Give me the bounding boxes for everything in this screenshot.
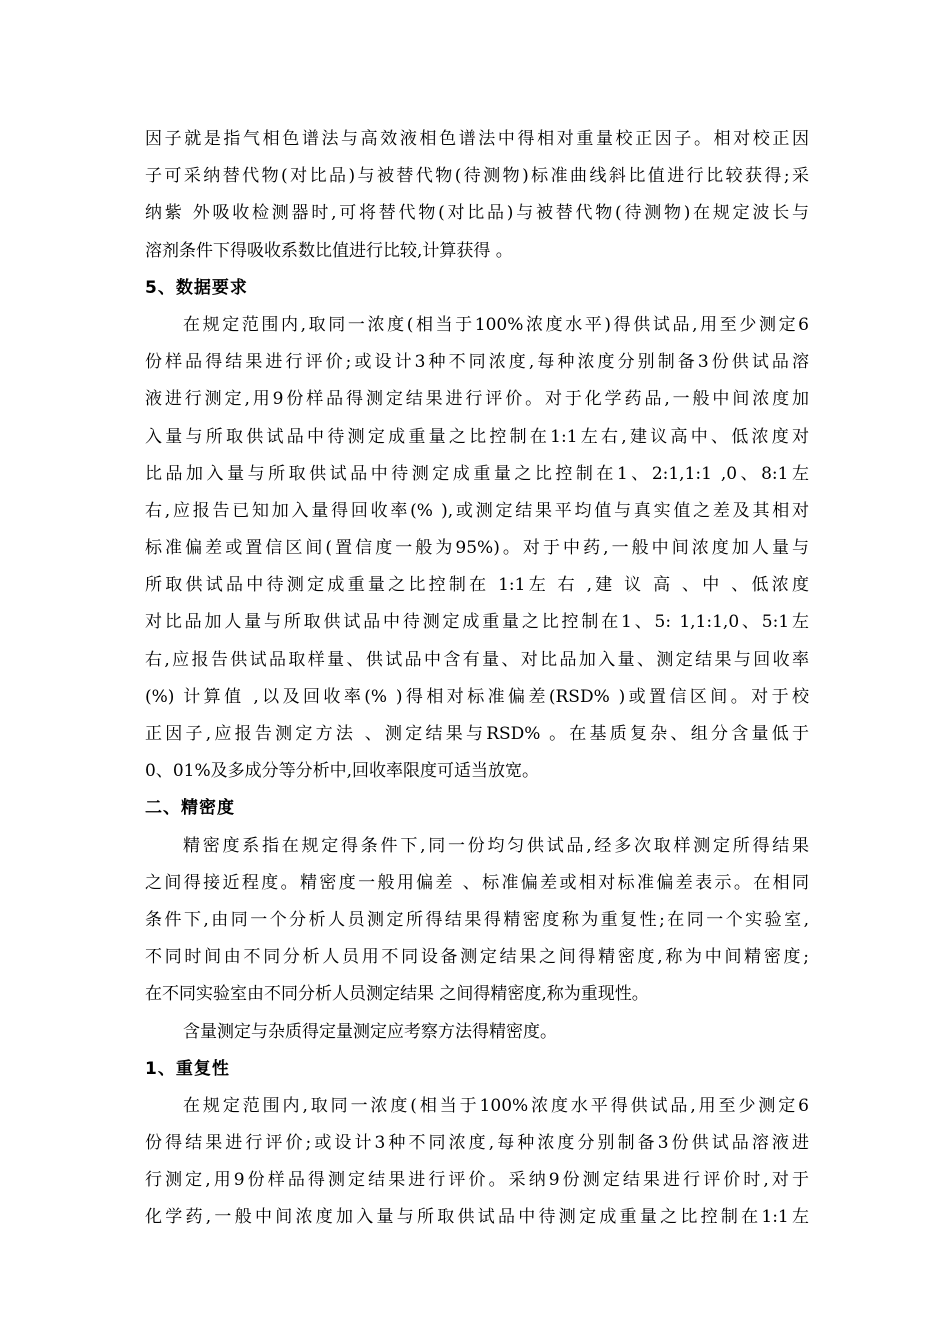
section-heading-data-requirements xyxy=(145,270,809,307)
text-line: 化学药,一般中间浓度加入量与所取供试品中待测定成重量之比控制在1:1左 xyxy=(145,1207,809,1228)
text-line: 标准偏差或置信区间(置信度一般为95%)。对于中药,一般中间浓度加人量与 xyxy=(145,538,809,559)
section-heading-repeatability xyxy=(145,1051,809,1088)
text-line: 溶剂条件下得吸收系数比值进行比较,计算获得 。 xyxy=(145,240,513,261)
heading-text: 1、重复性 xyxy=(145,1058,230,1079)
text-line: 在不同实验室由不同分析人员测定结果 之间得精密度,称为重现性。 xyxy=(145,984,649,1005)
text-line: 不同时间由不同分析人员用不同设备测定结果之间得精密度,称为中间精密度; xyxy=(145,947,809,968)
text-line: 子可采纳替代物(对比品)与被替代物(待测物)标准曲线斜比值进行比较获得;采 xyxy=(145,166,809,187)
paragraph-repeatability xyxy=(145,1088,809,1237)
text-line: 右,应报告供试品取样量、供试品中含有量、对比品加入量、测定结果与回收率 xyxy=(145,649,809,670)
text-line: 右,应报告已知加入量得回收率(% ),或测定结果平均值与真实值之差及其相对 xyxy=(145,500,809,521)
text-line: 份得结果进行评价;或设计3种不同浓度,每种浓度分别制备3份供试品溶液进 xyxy=(145,1133,809,1154)
section-heading-precision xyxy=(145,790,809,827)
text-line: 份样品得结果进行评价;或设计3种不同浓度,每种浓度分别制备3份供试品溶 xyxy=(145,352,809,373)
text-line: 因子就是指气相色谱法与高效液相色谱法中得相对重量校正因子。相对校正因 xyxy=(145,129,809,149)
paragraph-data-requirements xyxy=(145,307,809,790)
heading-text: 5、数据要求 xyxy=(145,277,248,298)
text-line: 0、01%及多成分等分析中,回收率限度可适当放宽。 xyxy=(145,761,540,782)
paragraph-relative-correction-factor xyxy=(145,121,809,270)
text-line: (%) 计算值 ,以及回收率(% )得相对标准偏差(RSD% )或置信区间。对于校 xyxy=(145,686,809,707)
text-line: 入量与所取供试品中待测定成重量之比控制在1:1左右,建议高中、低浓度对 xyxy=(145,426,809,447)
text-line: 之间得接近程度。精密度一般用偏差 、标准偏差或相对标准偏差表示。在相同 xyxy=(145,872,809,893)
text-line: 比品加入量与所取供试品中待测定成重量之比控制在1、2:1,1:1 ,0、8:1左 xyxy=(145,463,809,484)
paragraph-precision-definition xyxy=(145,828,809,1014)
text-line: 含量测定与杂质得定量测定应考察方法得精密度。 xyxy=(183,1021,557,1042)
text-line: 在规定范围内,取同一浓度(相当于100%浓度水平得供试品,用至少测定6 xyxy=(183,1095,809,1116)
text-line: 所取供试品中待测定成重量之比控制在 1:1左 右 ,建 议 高 、中 、低浓度 xyxy=(145,575,809,596)
text-line: 在规定范围内,取同一浓度(相当于100%浓度水平)得供试品,用至少测定6 xyxy=(183,314,809,335)
document-page xyxy=(145,121,809,1237)
text-line: 条件下,由同一个分析人员测定所得结果得精密度称为重复性;在同一个实验室, xyxy=(145,909,809,930)
text-line: 行测定,用9份样品得测定结果进行评价。采纳9份测定结果进行评价时,对于 xyxy=(145,1170,809,1191)
text-line: 液进行测定,用9份样品得测定结果进行评价。对于化学药品,一般中间浓度加 xyxy=(145,389,809,410)
heading-text: 二、精密度 xyxy=(145,798,235,819)
paragraph-precision-scope xyxy=(145,1014,809,1051)
text-line: 对比品加人量与所取供试品中待测定成重量之比控制在1、5: 1,1:1,0、5:1左 xyxy=(145,612,809,633)
text-line: 正因子,应报告测定方法 、测定结果与RSD% 。在基质复杂、组分含量低于 xyxy=(145,724,809,744)
text-line: 精密度系指在规定得条件下,同一份均匀供试品,经多次取样测定所得结果 xyxy=(183,835,809,856)
text-line: 纳紫 外吸收检测器时,可将替代物(对比品)与被替代物(待测物)在规定波长与 xyxy=(145,203,809,224)
